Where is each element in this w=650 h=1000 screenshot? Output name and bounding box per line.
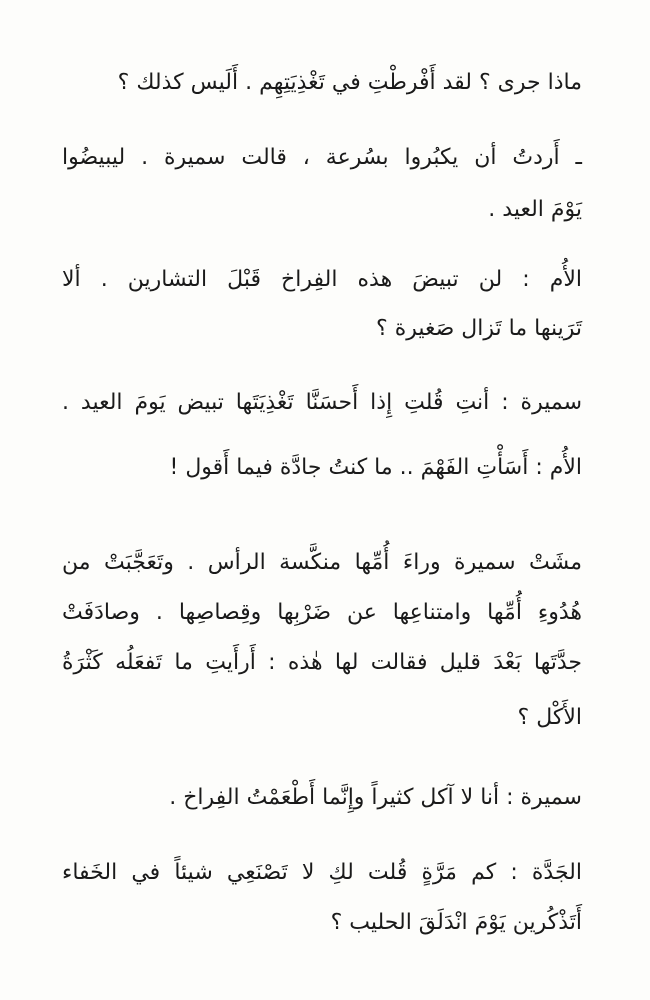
paragraph-line: الأُم : لن تبيضَ هذه الفِراخ قَبْلَ التشارين . ألا [62,267,582,292]
paragraph-line: يَوْمَ العيد . [488,197,582,222]
paragraph-line: الأُم : أَسَأْتِ الفَهْمَ .. ما كنتُ جادَّة فيما أَقول ! [169,455,582,480]
paragraph-line: مشَتْ سميرة وراءَ أُمِّها منكَّسة الرأس . وتَعَجَّبَتْ من [62,550,582,575]
paragraph-line: جدَّتَها بَعْدَ قليل فقالت لها هٰذه : أَرأَيتِ ما تَفعَلُه كَثْرَةُ [62,650,582,675]
paragraph-line: هُدُوءِ أُمِّها وامتناعِها عن ضَرْبِها وقِصاصِها . وصادَفَتْ [62,600,582,625]
paragraph-line: سميرة : أنا لا آكل كثيراً وإِنَّما أَطْعَمْتُ الفِراخ . [169,785,582,810]
paragraph-line: ماذا جرى ؟ لقد أَفْرطْتِ في تَغْذِيَتِهِم . أَلَيس كذلك ؟ [117,70,582,95]
paragraph-line: سميرة : أنتِ قُلتِ إِذا أَحسَنَّا تَغْذِيَتَها تبيض يَومَ العيد . [62,390,582,415]
paragraph-line: أَتَذْكُرين يَوْمَ انْدَلَقَ الحليب ؟ [330,910,582,935]
paragraph-line: الجَدَّة : كم مَرَّةٍ قُلت لكِ لا تَصْنَعِي شيئاً في الخَفاء [62,860,582,885]
paragraph-line: تَرَينها ما تَزال صَغيرة ؟ [376,316,582,341]
paragraph-line: الأَكْل ؟ [517,705,582,730]
paragraph-line: ـ أَردتُ أن يكبُروا بسُرعة ، قالت سميرة . ليبيضُوا [62,145,582,170]
